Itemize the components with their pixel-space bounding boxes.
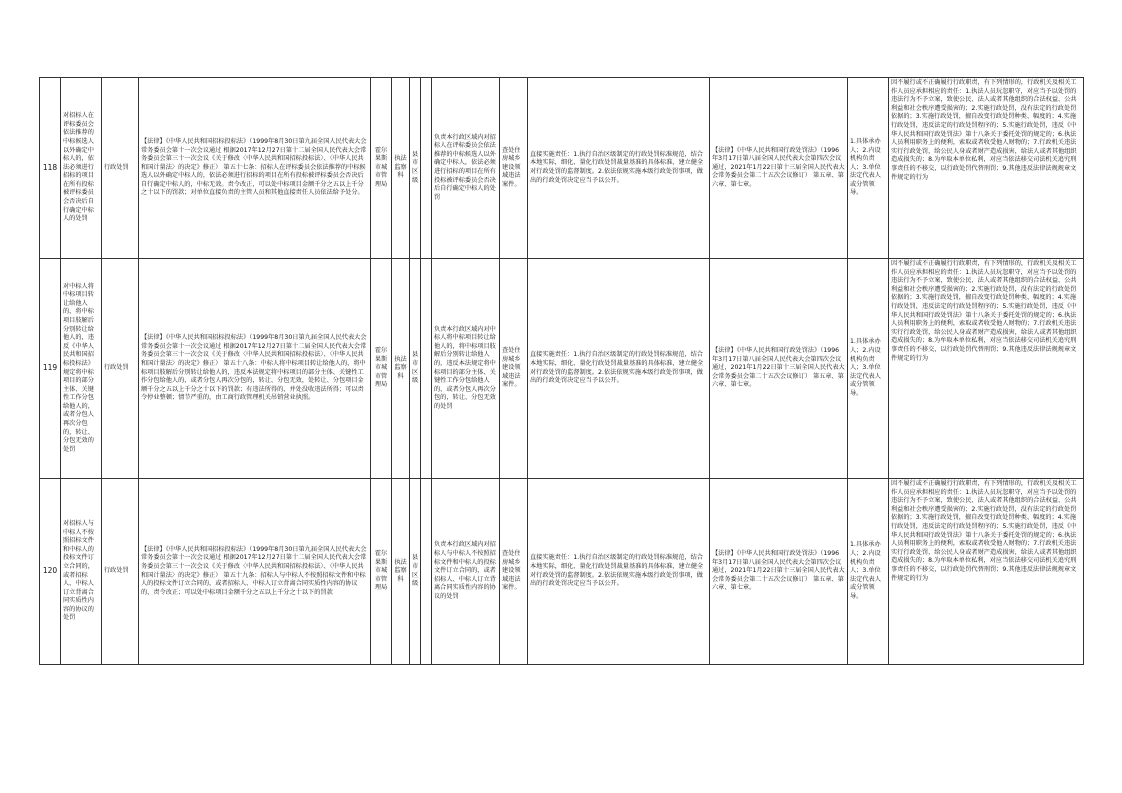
responsibility-items: 直接实施责任：1.执行自治区级制定的行政处罚标准规范，结合本地实际，细化、量化行政处罚裁量基准的具体标准，建立健全对行政处罚的监督制度。2.依法依规实施本级行政处罚事项，做出的行政处罚决定应当予以公开。 [528, 479, 710, 665]
legal-basis: 【法律】《中华人民共和国招标投标法》（1999年8月30日第九届全国人民代表大会常务委员会第十一次会议通过 根据2017年12月27日第十二届全国人民代表大会常务委员会第三十一次会议《关于修改〈中华人民共和国招标投标法〉、〈中华人民共和国计量法〉的决定》修正） 第五十九条：招标人与中标人不按照招标文件和中标人的投标文件订立合同的，或者招标人、中标人订立背离合同实质性内容的协议的，责令改正；可以处中标项目金额千分之五以上千分之十以下的罚款 [139, 479, 371, 665]
legal-basis: 【法律】《中华人民共和国招标投标法》（1999年8月30日第九届全国人民代表大会常务委员会第十一次会议通过 根据2017年12月27日第十二届全国人民代表大会常务委员会第三十一次会议《关于修改〈中华人民共和国招标投标法〉、〈中华人民共和国计量法〉的决定》修正） 第五十七条：招标人在评标委员会依法推荐的中标候选人以外确定中标人的，依法必须进行招标的项目在所有投标被评标委员会否决后自行确定中标人的，中标无效。责令改正，可以处中标项目金额千分之五以上千分之十以下的罚款；对单位直接负责的主管人员和其他直接责任人员依法给予处分。 [139, 78, 371, 259]
table-row [40, 479, 1084, 665]
responsibility-subject: 1.具体承办人；2.内设机构负责人；3.单位法定代表人或分管领导。 [848, 78, 889, 259]
row-number: 118 [40, 78, 61, 259]
item-name: 对招标人与中标人不按照招标文件和中标人的投标文件订立合同的，或者招标人、中标人订立背离合同实质性内容的协议的处罚 [61, 479, 102, 665]
department: 霍尔果斯市城市管理局 [371, 259, 392, 479]
exercise-scope: 负责本行政区域内对中标人将中标项目转让给他人的，将中标项目肢解后分别转让给他人的，违反本法规定将中标项目的部分主体、关键性工作分包给他人的，或者分包人再次分包的，转让、分包无效的处罚 [432, 259, 500, 479]
internal-unit: 执法监察科 [392, 479, 410, 665]
exercise-level: 县市区级 [410, 259, 421, 479]
internal-unit: 执法监察科 [392, 78, 410, 259]
responsibility-subject: 1.具体承办人；2.内设机构负责人；3.单位法定代表人或分管领导。 [848, 479, 889, 665]
responsibility-items: 直接实施责任：1.执行自治区级制定的行政处罚标准规范，结合本地实际，细化、量化行政处罚裁量基准的具体标准，建立健全对行政处罚的监督制度。2.依法依规实施本级行政处罚事项，做出的行政处罚决定应当予以公开。 [528, 259, 710, 479]
power-category: 行政处罚 [102, 479, 139, 665]
power-category: 行政处罚 [102, 78, 139, 259]
responsibility-basis: 【法律】《中华人民共和国行政处罚法》（1996年3月17日第八届全国人民代表大会第四次会议通过，2021年1月22日第十三届全国人民代表大会常务委员会第二十五次会议修订） 第五章、第六章、第七章。 [710, 78, 848, 259]
exercise-content: 查处住房城乡建设领域违法案件。 [500, 259, 528, 479]
responsibility-subject: 1.具体承办人；2.内设机构负责人；3.单位法定代表人或分管领导。 [848, 259, 889, 479]
item-name: 对招标人在评标委员会依法推荐的中标候选人以外确定中标人的，依法必须进行招标的项目在所有投标被评标委员会否决后自行确定中标人的处罚 [61, 78, 102, 259]
responsibility-basis: 【法律】《中华人民共和国行政处罚法》（1996年3月17日第八届全国人民代表大会第四次会议通过，2021年1月22日第十三届全国人民代表大会常务委员会第二十五次会议修订） 第五章、第六章、第七章。 [710, 479, 848, 665]
row-number: 119 [40, 259, 61, 479]
table-row [40, 78, 1084, 259]
item-name: 对中标人将中标项目转让给他人的，将中标项目肢解后分别转让给他人的，违反《中华人民共和国招标投标法》规定将中标项目的部分主体、关键性工作分包给他人的，或者分包人再次分包的，转让、分包无效的处罚 [61, 259, 102, 479]
exercise-scope: 负责本行政区域内对招标人在评标委员会依法推荐的中标候选人以外确定中标人，依法必须进行招标的项目在所有投标被评标委员会否决后自行确定中标人的处罚 [432, 78, 500, 259]
department: 霍尔果斯市城市管理局 [371, 479, 392, 665]
accountability-situations: 因不履行或不正确履行行政职责，有下列情形的，行政机关及相关工作人员应承担相应的责任：1.执法人员玩忽职守，对应当予以处罚的违法行为不予立案，致使公民、法人或者其他组织的合法权益、公共利益和社会秩序遭受损害的；2.实施行政处罚，没有法定的行政处罚依据的；3.实施行政处罚，擅自改变行政处罚种类、幅度的；4.实施行政处罚，违反法定的行政处罚程序的；5.实施行政处罚，违反《中华人民共和国行政处罚法》第十八条关于委托处罚的规定的；6.执法人员利用职务上的便利，索取或者收受他人财物的；7.行政机关违法实行行政处罚，给公民人身或者财产造成损害，给法人或者其他组织造成损失的；8.为牟取本单位私利，对应当依法移交司法机关追究刑事责任的不移交，以行政处罚代替刑罚；9.其他违反法律法规规章文件规定的行为 [889, 259, 1084, 479]
spacer-cell [421, 78, 432, 259]
responsibility-basis: 【法律】《中华人民共和国行政处罚法》（1996年3月17日第八届全国人民代表大会第四次会议通过，2021年1月22日第十三届全国人民代表大会常务委员会第二十五次会议修订） 第五章、第六章、第七章。 [710, 259, 848, 479]
spacer-cell [421, 259, 432, 479]
table-row [40, 259, 1084, 479]
department: 霍尔果斯市城市管理局 [371, 78, 392, 259]
exercise-level: 县市区级 [410, 479, 421, 665]
row-number: 120 [40, 479, 61, 665]
spacer-cell [421, 479, 432, 665]
exercise-scope: 负责本行政区域内对招标人与中标人不按照招标文件和中标人的投标文件订立合同的，或者招标人、中标人订立背离合同实质性内容的协议的处罚 [432, 479, 500, 665]
exercise-content: 查处住房城乡建设领域违法案件。 [500, 78, 528, 259]
exercise-content: 查处住房城乡建设领域违法案件。 [500, 479, 528, 665]
accountability-situations: 因不履行或不正确履行行政职责，有下列情形的，行政机关及相关工作人员应承担相应的责任：1.执法人员玩忽职守，对应当予以处罚的违法行为不予立案，致使公民、法人或者其他组织的合法权益、公共利益和社会秩序遭受损害的；2.实施行政处罚，没有法定的行政处罚依据的；3.实施行政处罚，擅自改变行政处罚种类、幅度的；4.实施行政处罚，违反法定的行政处罚程序的；5.实施行政处罚，违反《中华人民共和国行政处罚法》第十八条关于委托处罚的规定的；6.执法人员利用职务上的便利，索取或者收受他人财物的；7.行政机关违法实行行政处罚，给公民人身或者财产造成损害，给法人或者其他组织造成损失的；8.为牟取本单位私利，对应当依法移交司法机关追究刑事责任的不移交，以行政处罚代替刑罚；9.其他违反法律法规规章文件规定的行为 [889, 78, 1084, 259]
exercise-level: 县市区级 [410, 78, 421, 259]
power-list-table [39, 77, 1084, 665]
accountability-situations: 因不履行或不正确履行行政职责，有下列情形的，行政机关及相关工作人员应承担相应的责任：1.执法人员玩忽职守，对应当予以处罚的违法行为不予立案，致使公民、法人或者其他组织的合法权益、公共利益和社会秩序遭受损害的；2.实施行政处罚，没有法定的行政处罚依据的；3.实施行政处罚，擅自改变行政处罚种类、幅度的；4.实施行政处罚，违反法定的行政处罚程序的；5.实施行政处罚，违反《中华人民共和国行政处罚法》第十八条关于委托处罚的规定的；6.执法人员利用职务上的便利，索取或者收受他人财物的；7.行政机关违法实行行政处罚，给公民人身或者财产造成损害，给法人或者其他组织造成损失的；8.为牟取本单位私利，对应当依法移交司法机关追究刑事责任的不移交，以行政处罚代替刑罚；9.其他违反法律法规规章文件规定的行为 [889, 479, 1084, 665]
legal-basis: 【法律】《中华人民共和国招标投标法》（1999年8月30日第九届全国人民代表大会常务委员会第十一次会议通过 根据2017年12月27日第十二届全国人民代表大会常务委员会第三十一次会议《关于修改〈中华人民共和国招标投标法〉、〈中华人民共和国计量法〉的决定》修正） 第五十八条：中标人将中标项目转让给他人的，将中标项目肢解后分别转让给他人的，违反本法规定将中标项目的部分主体、关键性工作分包给他人的，或者分包人再次分包的，转让、分包无效，处转让、分包项目金额千分之五以上千分之十以下的罚款；有违法所得的，并处没收违法所得；可以责令停业整顿；情节严重的，由工商行政管理机关吊销营业执照。 [139, 259, 371, 479]
power-category: 行政处罚 [102, 259, 139, 479]
responsibility-items: 直接实施责任：1.执行自治区级制定的行政处罚标准规范，结合本地实际，细化、量化行政处罚裁量基准的具体标准，建立健全对行政处罚的监督制度。2.依法依规实施本级行政处罚事项，做出的行政处罚决定应当予以公开。 [528, 78, 710, 259]
internal-unit: 执法监察科 [392, 259, 410, 479]
